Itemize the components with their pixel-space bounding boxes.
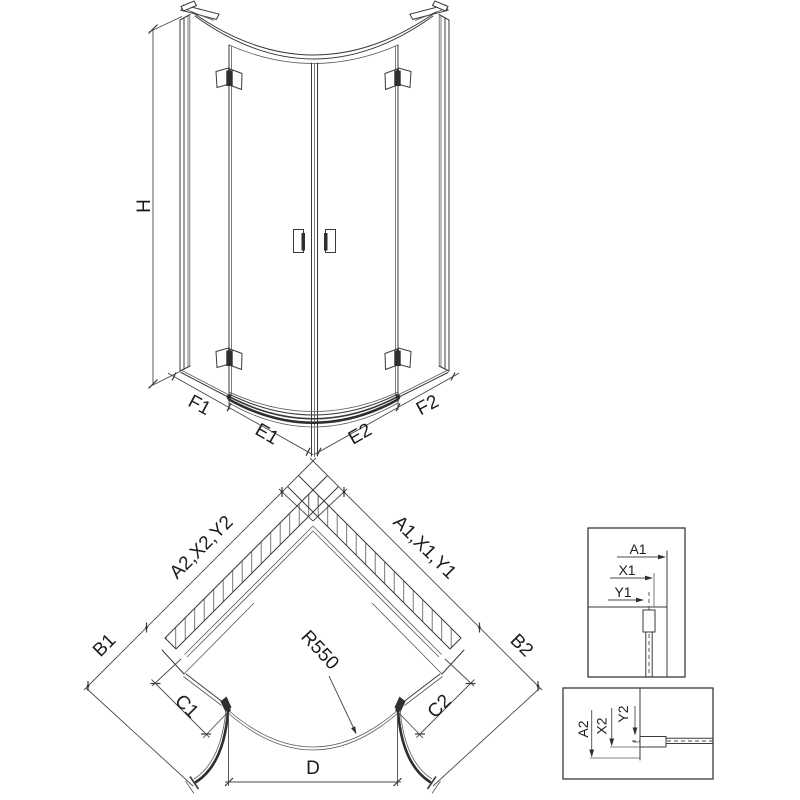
dim-a1 <box>617 541 666 559</box>
wall-profile-section <box>640 737 666 748</box>
dim-label-h: H <box>134 199 155 213</box>
dim-label-e2: E2 <box>344 419 376 450</box>
detail-view-bottom <box>563 688 713 779</box>
plan-open-door-right <box>398 710 441 794</box>
plan-fixed-segments <box>184 674 443 712</box>
arrowhead <box>645 576 653 581</box>
dim-label-e1: E1 <box>251 419 283 450</box>
dim-label-b1: B1 <box>89 630 121 662</box>
arrowhead <box>633 728 638 736</box>
plan-view <box>84 458 542 794</box>
dim-c1 <box>151 659 229 738</box>
dim-label-a2: A2 <box>575 720 591 738</box>
left-side-panel <box>180 15 190 372</box>
dim-label-x1: X1 <box>618 562 636 578</box>
detail-view-top <box>588 528 685 677</box>
radius-label: R550 <box>296 626 343 675</box>
arrowhead <box>636 598 644 603</box>
wall-profile-section <box>643 610 655 632</box>
arrowhead <box>589 750 594 758</box>
arrowhead <box>658 555 666 560</box>
dim-y1 <box>608 584 644 602</box>
plan-open-door-left <box>186 710 229 794</box>
dim-label-b2: B2 <box>505 630 537 662</box>
fixed-panel-bottom-right <box>398 370 448 395</box>
dim-label-c1: C1 <box>170 690 203 723</box>
dim-label-a1x1y1: A1,X1,Y1 <box>388 511 461 584</box>
dim-a2 <box>575 710 594 758</box>
dim-label-x2: X2 <box>593 717 610 735</box>
fixed-panel-bottom-left <box>181 370 229 395</box>
elevation-view <box>134 1 459 457</box>
bottom-track <box>227 392 401 427</box>
dim-label-f1: F1 <box>184 391 214 421</box>
wall-bracket-right <box>410 1 448 21</box>
plan-curved-glass <box>228 710 398 750</box>
dim-height <box>134 17 182 389</box>
arrowhead <box>351 726 356 734</box>
dim-x1 <box>610 562 653 580</box>
door-handle-left <box>294 230 306 253</box>
dim-label-c2: C2 <box>423 690 456 723</box>
dim-label-y2: Y2 <box>615 705 631 723</box>
dim-label-y1: Y1 <box>614 584 632 600</box>
radius-callout <box>296 627 356 735</box>
arrowhead <box>609 739 614 747</box>
right-side-panel <box>439 15 449 372</box>
dim-x2 <box>594 708 615 747</box>
door-panels <box>229 45 398 457</box>
dim-label-d: D <box>306 758 320 779</box>
dim-label-f2: F2 <box>413 391 443 421</box>
dim-y2 <box>615 705 637 735</box>
dim-bottom-left-chain <box>168 373 313 456</box>
dim-bottom-right-chain <box>314 373 459 456</box>
dim-label-a2x2y2: A2,X2,Y2 <box>165 511 238 584</box>
door-handle-right <box>324 230 336 253</box>
dim-c2 <box>398 659 476 738</box>
dim-label-a1: A1 <box>629 541 647 557</box>
